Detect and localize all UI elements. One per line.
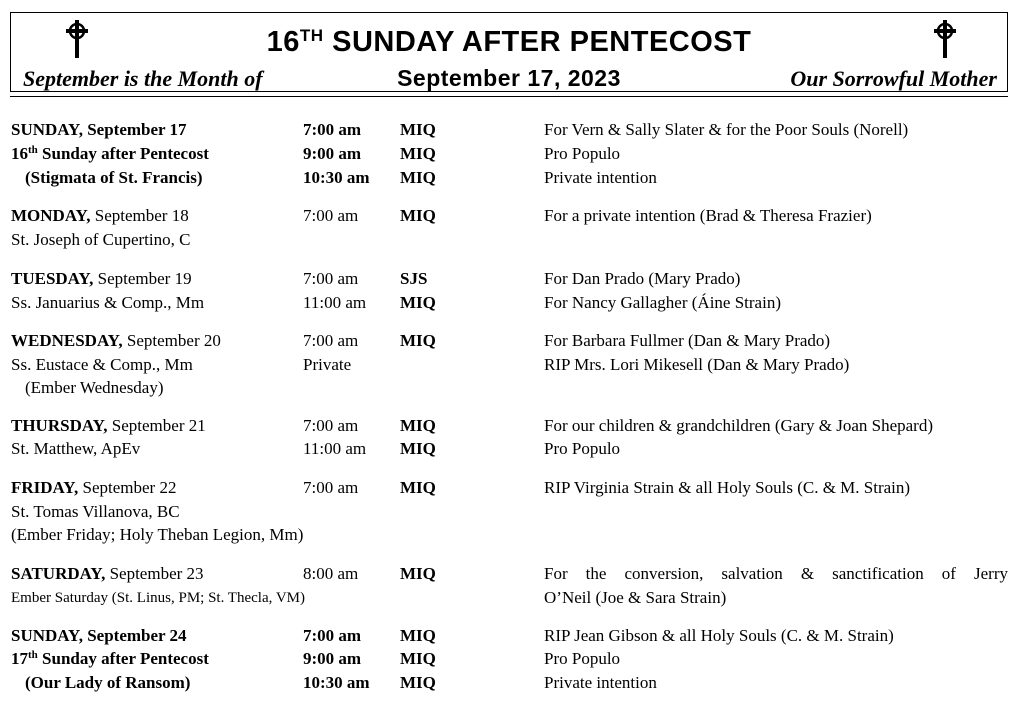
celebrant: MIQ <box>400 416 436 435</box>
feast-name: (Stigmata of St. Francis) <box>25 168 203 187</box>
page-title: 16TH SUNDAY AFTER PENTECOST <box>266 26 752 58</box>
feast-name: Ss. Eustace & Comp., Mm <box>11 355 193 374</box>
feast-name: St. Joseph of Cupertino, C <box>11 230 191 249</box>
celebrant: MIQ <box>400 673 436 692</box>
celebrant: SJS <box>400 269 428 288</box>
mass-time: 8:00 am <box>303 564 359 583</box>
mass-row <box>0 647 1024 671</box>
mass-row <box>0 118 1024 142</box>
celebrant: MIQ <box>400 626 436 645</box>
month-dedication-value: Our Sorrowful Mother <box>790 66 997 91</box>
mass-time: 7:00 am <box>303 120 362 139</box>
mass-row <box>0 267 1024 291</box>
mass-time: 7:00 am <box>303 416 359 435</box>
mass-intention: Pro Populo <box>544 439 621 458</box>
mass-row <box>0 562 1024 586</box>
mass-intention-continued: O’Neil (Joe & Sara Strain) <box>544 588 727 607</box>
mass-intention: For Nancy Gallagher (Áine Strain) <box>544 293 781 312</box>
feast-name: 16th Sunday after Pentecost <box>11 144 209 163</box>
mass-row <box>0 376 1024 400</box>
bulletin-date: September 17, 2023 <box>397 65 621 91</box>
celebrant: MIQ <box>400 564 436 583</box>
mass-intention: RIP Jean Gibson & all Holy Souls (C. & M. Strain) <box>544 626 894 645</box>
mass-time: 7:00 am <box>303 626 362 645</box>
mass-intention: For Vern & Sally Slater & for the Poor Souls (Norell) <box>544 120 909 139</box>
mass-row <box>0 671 1024 695</box>
celebrant: MIQ <box>400 206 436 225</box>
feast-note: (Ember Friday; Holy Theban Legion, Mm) <box>11 525 304 544</box>
mass-time: 7:00 am <box>303 331 359 350</box>
mass-time: 10:30 am <box>303 673 370 692</box>
mass-row <box>0 414 1024 438</box>
month-dedication-label: September is the Month of <box>23 66 263 91</box>
day-name: SATURDAY, September 23 <box>11 564 204 583</box>
mass-time: 10:30 am <box>303 168 370 187</box>
mass-intention: Private intention <box>544 168 657 187</box>
mass-time: 11:00 am <box>303 293 367 312</box>
mass-row <box>0 291 1024 315</box>
mass-row <box>0 624 1024 648</box>
mass-time: 9:00 am <box>303 144 362 163</box>
mass-time: 11:00 am <box>303 439 367 458</box>
feast-name: Ss. Januarius & Comp., Mm <box>11 293 205 312</box>
mass-intention: For our children & grandchildren (Gary & Joan Shepard) <box>544 416 933 435</box>
feast-name: 17th Sunday after Pentecost <box>11 649 209 668</box>
mass-intention: Private intention <box>544 673 657 692</box>
celebrant: MIQ <box>400 331 436 350</box>
feast-name: (Our Lady of Ransom) <box>25 673 191 692</box>
mass-intention: For Barbara Fullmer (Dan & Mary Prado) <box>544 331 831 350</box>
mass-row <box>0 142 1024 166</box>
mass-intention: Pro Populo <box>544 144 621 163</box>
celebrant: MIQ <box>400 293 436 312</box>
mass-row <box>0 523 1024 547</box>
mass-row <box>0 586 1024 610</box>
day-name: TUESDAY, September 19 <box>11 269 192 288</box>
feast-name: St. Matthew, ApEv <box>11 439 141 458</box>
day-name: MONDAY, September 18 <box>11 206 189 225</box>
feast-note: (Ember Wednesday) <box>25 378 164 397</box>
mass-row <box>0 353 1024 377</box>
mass-row <box>0 476 1024 500</box>
mass-row <box>0 166 1024 190</box>
mass-intention: For the conversion, salvation & sanctification of Jerry <box>544 564 1008 583</box>
day-name: SUNDAY, September 17 <box>11 120 187 139</box>
mass-time: 7:00 am <box>303 478 359 497</box>
celebrant: MIQ <box>400 120 436 139</box>
celebrant: MIQ <box>400 478 436 497</box>
mass-row <box>0 228 1024 252</box>
mass-intention: RIP Mrs. Lori Mikesell (Dan & Mary Prado) <box>544 355 850 374</box>
mass-row <box>0 329 1024 353</box>
celebrant: MIQ <box>400 144 436 163</box>
mass-row <box>0 500 1024 524</box>
mass-intention: For Dan Prado (Mary Prado) <box>544 269 741 288</box>
mass-row <box>0 437 1024 461</box>
mass-time: 7:00 am <box>303 269 359 288</box>
header-box <box>10 12 1008 92</box>
mass-intention: For a private intention (Brad & Theresa Frazier) <box>544 206 872 225</box>
mass-row <box>0 204 1024 228</box>
day-name: FRIDAY, September 22 <box>11 478 177 497</box>
feast-name: Ember Saturday (St. Linus, PM; St. Thecla, VM) <box>11 590 306 606</box>
mass-intention: Pro Populo <box>544 649 621 668</box>
celebrant: MIQ <box>400 168 436 187</box>
mass-time: 9:00 am <box>303 649 362 668</box>
mass-time: 7:00 am <box>303 206 359 225</box>
mass-time: Private <box>303 355 352 374</box>
celebrant: MIQ <box>400 649 436 668</box>
feast-name: St. Tomas Villanova, BC <box>11 502 180 521</box>
mass-intention: RIP Virginia Strain & all Holy Souls (C. & M. Strain) <box>544 478 911 497</box>
celebrant: MIQ <box>400 439 436 458</box>
day-name: SUNDAY, September 24 <box>11 626 187 645</box>
day-name: WEDNESDAY, September 20 <box>11 331 221 350</box>
header-rule <box>10 96 1008 97</box>
day-name: THURSDAY, September 21 <box>11 416 206 435</box>
